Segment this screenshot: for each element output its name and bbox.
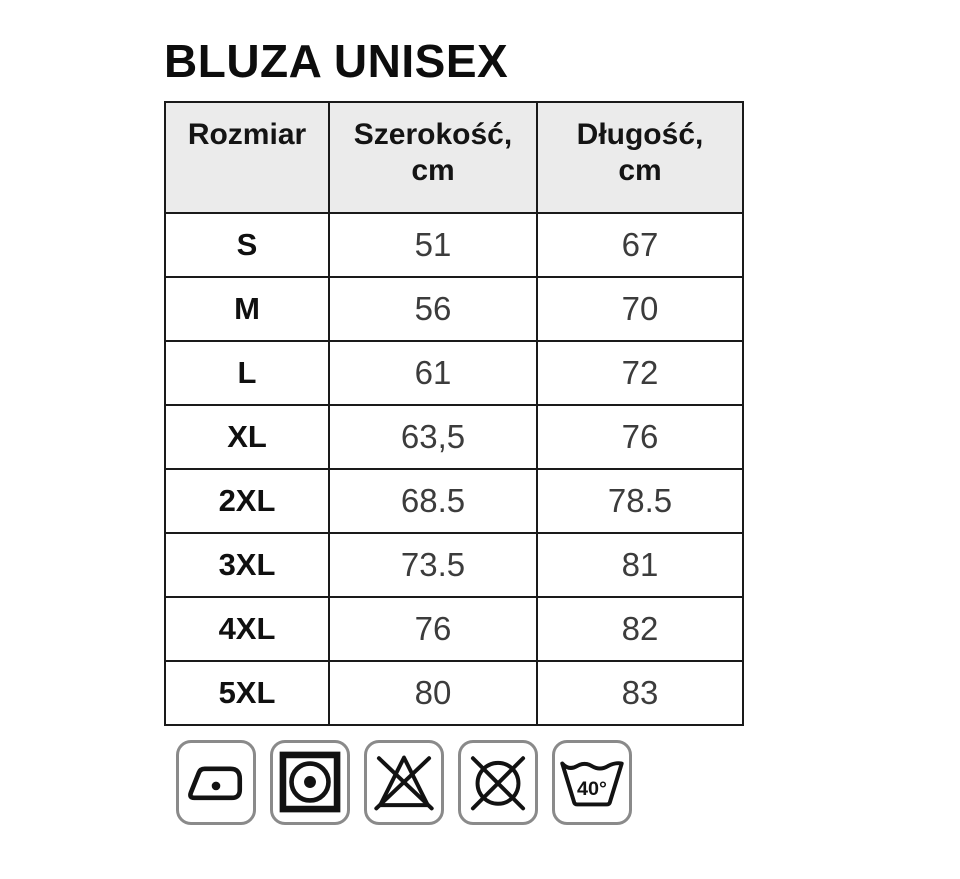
header-line: cm — [618, 154, 662, 188]
do-not-bleach-icon — [364, 740, 444, 825]
table-row — [165, 661, 743, 725]
header-line: Rozmiar — [187, 117, 307, 151]
column-header-length — [537, 102, 743, 213]
size-cell: 2XL — [165, 469, 329, 533]
table-row — [165, 469, 743, 533]
size-cell: XL — [165, 405, 329, 469]
width-cell: 80 — [329, 661, 537, 725]
width-cell: 61 — [329, 341, 537, 405]
header-line: cm — [411, 154, 455, 188]
care-symbols-row — [176, 740, 744, 825]
content-area — [164, 36, 744, 825]
table-row — [165, 341, 743, 405]
length-cell: 70 — [537, 277, 743, 341]
table-row — [165, 405, 743, 469]
size-cell: M — [165, 277, 329, 341]
table-row — [165, 533, 743, 597]
width-cell: 73.5 — [329, 533, 537, 597]
length-cell: 83 — [537, 661, 743, 725]
length-cell: 82 — [537, 597, 743, 661]
column-header-width — [329, 102, 537, 213]
size-cell: S — [165, 213, 329, 277]
tumble-dry-low-heat-icon — [270, 740, 350, 825]
column-header-size — [165, 102, 329, 213]
table-row — [165, 597, 743, 661]
size-cell: L — [165, 341, 329, 405]
width-cell: 63,5 — [329, 405, 537, 469]
table-row — [165, 213, 743, 277]
wash-temperature-label: 40° — [577, 778, 607, 801]
width-cell: 76 — [329, 597, 537, 661]
size-cell: 4XL — [165, 597, 329, 661]
machine-wash-40-icon — [552, 740, 632, 825]
length-cell: 72 — [537, 341, 743, 405]
table-row — [165, 277, 743, 341]
header-row — [165, 102, 743, 213]
iron-low-temperature-icon — [176, 740, 256, 825]
width-cell: 68.5 — [329, 469, 537, 533]
width-cell: 51 — [329, 213, 537, 277]
width-cell: 56 — [329, 277, 537, 341]
length-cell: 78.5 — [537, 469, 743, 533]
page-title: BLUZA UNISEX — [164, 35, 509, 87]
header-line: Długość, — [576, 117, 704, 151]
length-cell: 76 — [537, 405, 743, 469]
size-cell: 3XL — [165, 533, 329, 597]
length-cell: 81 — [537, 533, 743, 597]
do-not-dry-clean-icon — [458, 740, 538, 825]
header-line: Szerokość, — [353, 117, 513, 151]
size-chart-table — [164, 101, 744, 726]
length-cell: 67 — [537, 213, 743, 277]
size-cell: 5XL — [165, 661, 329, 725]
